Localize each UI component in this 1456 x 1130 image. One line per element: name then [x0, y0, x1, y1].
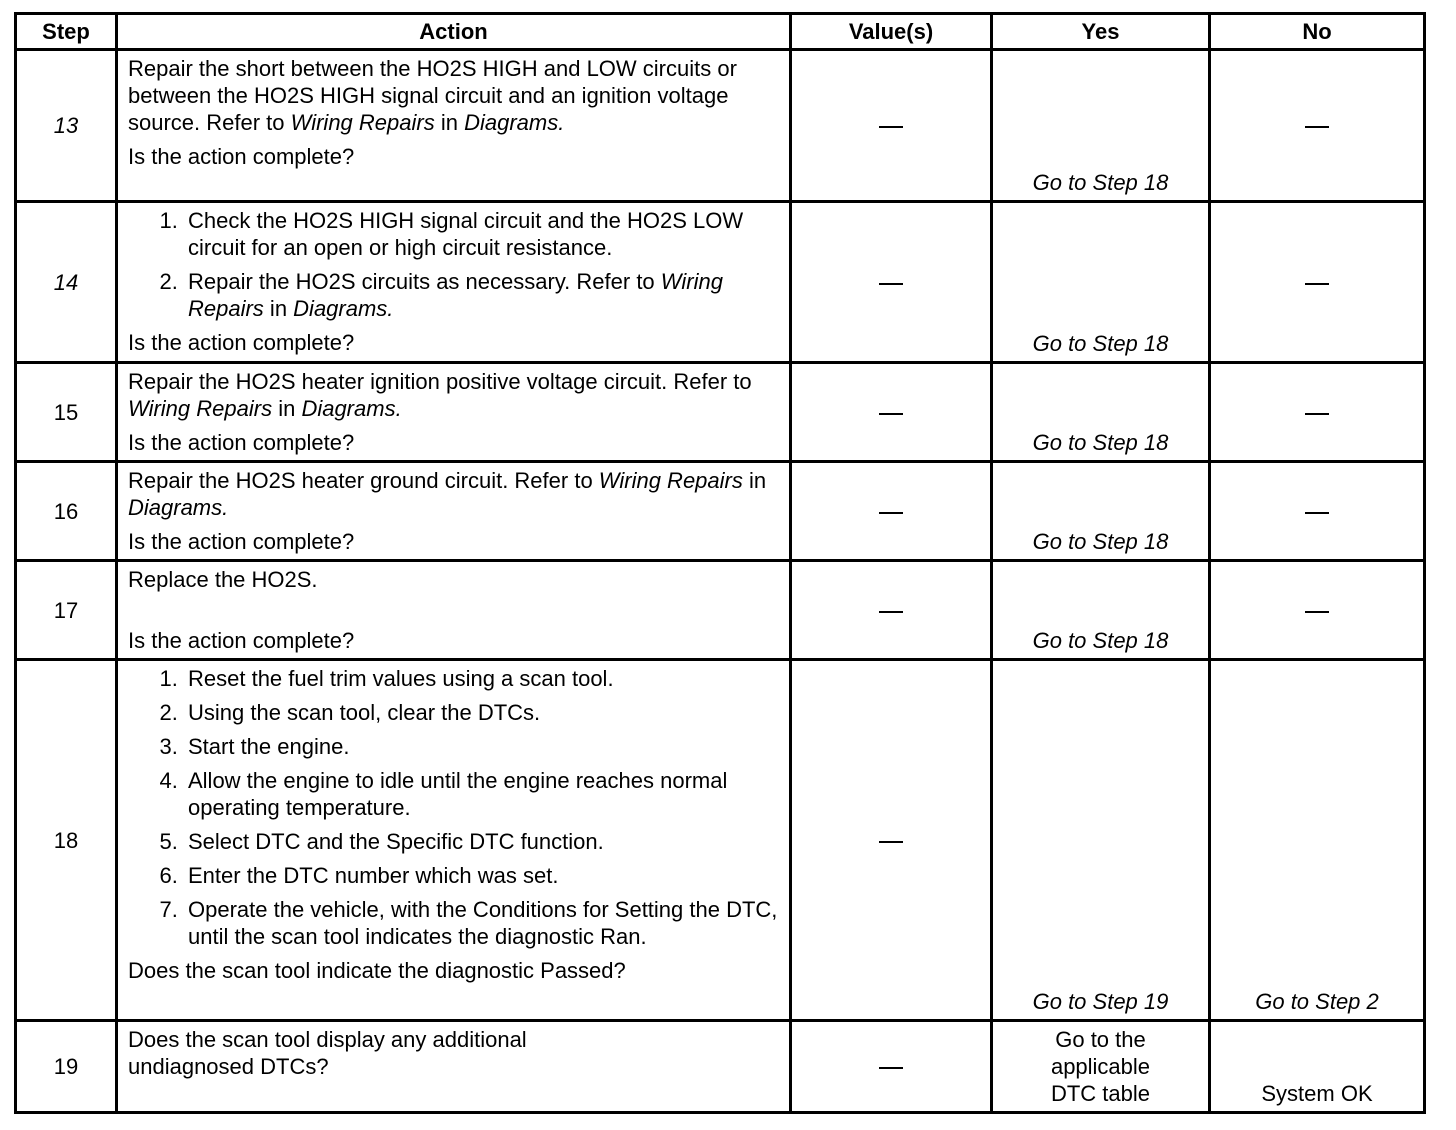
header-action: Action [117, 14, 791, 50]
no-cell [1210, 363, 1425, 462]
list-item: 5. Select DTC and the Specific DTC function. [184, 828, 781, 855]
values-cell [791, 50, 992, 202]
dash-mark [879, 512, 903, 514]
action-text: Repair the HO2S heater ignition positive voltage circuit. Refer to Wiring Repairs in Diagrams. [128, 369, 752, 421]
list-item: 3. Start the engine. [184, 733, 781, 760]
header-values: Value(s) [791, 14, 992, 50]
action-question: Is the action complete? [128, 144, 355, 169]
action-question: Is the action complete? [128, 529, 355, 554]
list-item: 1. Check the HO2S HIGH signal circuit and the HO2S LOW circuit for an open or high circuit resistance. [184, 207, 781, 261]
step-number: 13 [16, 50, 117, 202]
yes-line: applicable [1050, 1054, 1151, 1079]
table-row-step-19 [16, 1021, 1425, 1113]
table-row-step-14 [16, 202, 1425, 363]
values-cell [791, 462, 992, 561]
reference-diagrams: Diagrams. [301, 396, 402, 421]
reference-wiring-repairs: Wiring Repairs [128, 396, 273, 421]
values-cell [791, 1021, 992, 1113]
action-cell [117, 462, 791, 561]
action-list [128, 207, 781, 322]
action-question: Does the scan tool indicate the diagnostic Passed? [128, 958, 626, 983]
no-cell [1210, 50, 1425, 202]
step-number: 16 [16, 462, 117, 561]
action-list [128, 665, 781, 950]
dash-mark [1305, 611, 1329, 613]
dash-mark [879, 283, 903, 285]
step-number: 19 [16, 1021, 117, 1113]
list-item: 6. Enter the DTC number which was set. [184, 862, 781, 889]
dash-mark [879, 413, 903, 415]
reference-diagrams: Diagrams. [293, 296, 394, 321]
dash-mark [879, 1067, 903, 1069]
values-cell [791, 561, 992, 660]
action-text: Replace the HO2S. [128, 567, 318, 592]
yes-cell: Go to Step 18 [992, 363, 1210, 462]
reference-wiring-repairs: Wiring Repairs [598, 468, 743, 493]
no-cell [1210, 462, 1425, 561]
step-number: 17 [16, 561, 117, 660]
table-row-step-13 [16, 50, 1425, 202]
dash-mark [1305, 283, 1329, 285]
step-number: 14 [16, 202, 117, 363]
table-row-step-18 [16, 660, 1425, 1021]
yes-cell: Go to Step 18 [992, 50, 1210, 202]
dash-mark [1305, 512, 1329, 514]
dash-mark [879, 611, 903, 613]
list-item: 2. Using the scan tool, clear the DTCs. [184, 699, 781, 726]
list-item: 1. Reset the fuel trim values using a scan tool. [184, 665, 781, 692]
diagnostic-table [14, 12, 1426, 1114]
yes-cell: Go to Step 18 [992, 202, 1210, 363]
action-cell [117, 202, 791, 363]
action-cell [117, 660, 791, 1021]
action-question: Does the scan tool display any additional undiagnosed DTCs? [128, 1027, 527, 1079]
table-row-step-17 [16, 561, 1425, 660]
list-item: 7. Operate the vehicle, with the Conditions for Setting the DTC, until the scan tool indicates the diagnostic Ran. [184, 896, 781, 950]
no-cell: Go to Step 2 [1210, 660, 1425, 1021]
reference-diagrams: Diagrams. [128, 495, 229, 520]
table-row-step-15 [16, 363, 1425, 462]
action-cell [117, 561, 791, 660]
yes-cell: Go to Step 18 [992, 561, 1210, 660]
values-cell [791, 202, 992, 363]
list-item: 2. Repair the HO2S circuits as necessary. Refer to Wiring Repairs in Diagrams. [184, 268, 781, 322]
dash-mark [1305, 126, 1329, 128]
yes-cell [992, 1021, 1210, 1113]
list-item: 4. Allow the engine to idle until the engine reaches normal operating temperature. [184, 767, 781, 821]
yes-line: DTC table [1050, 1081, 1151, 1106]
dash-mark [879, 126, 903, 128]
header-row [16, 14, 1425, 50]
action-question: Is the action complete? [128, 330, 355, 355]
yes-cell: Go to Step 19 [992, 660, 1210, 1021]
action-cell [117, 363, 791, 462]
action-text: Repair the HO2S heater ground circuit. Refer to Wiring Repairs in Diagrams. [128, 468, 767, 520]
dash-mark [879, 841, 903, 843]
values-cell [791, 660, 992, 1021]
table-row-step-16 [16, 462, 1425, 561]
header-yes: Yes [992, 14, 1210, 50]
values-cell [791, 363, 992, 462]
reference-wiring-repairs: Wiring Repairs [188, 269, 723, 321]
reference-wiring-repairs: Wiring Repairs [290, 110, 435, 135]
yes-line: Go to the [1055, 1027, 1146, 1052]
dash-mark [1305, 413, 1329, 415]
action-question: Is the action complete? [128, 628, 355, 653]
action-cell [117, 1021, 791, 1113]
no-cell [1210, 202, 1425, 363]
no-cell: System OK [1210, 1021, 1425, 1113]
step-number: 15 [16, 363, 117, 462]
no-cell [1210, 561, 1425, 660]
header-no: No [1210, 14, 1425, 50]
reference-diagrams: Diagrams. [464, 110, 565, 135]
action-question: Is the action complete? [128, 430, 355, 455]
yes-cell: Go to Step 18 [992, 462, 1210, 561]
step-number: 18 [16, 660, 117, 1021]
action-cell [117, 50, 791, 202]
action-text: Repair the short between the HO2S HIGH and LOW circuits or between the HO2S HIGH signal circuit and an ignition voltage source. Refer to Wiring Repairs in Diagrams. [128, 56, 737, 135]
header-step: Step [16, 14, 117, 50]
